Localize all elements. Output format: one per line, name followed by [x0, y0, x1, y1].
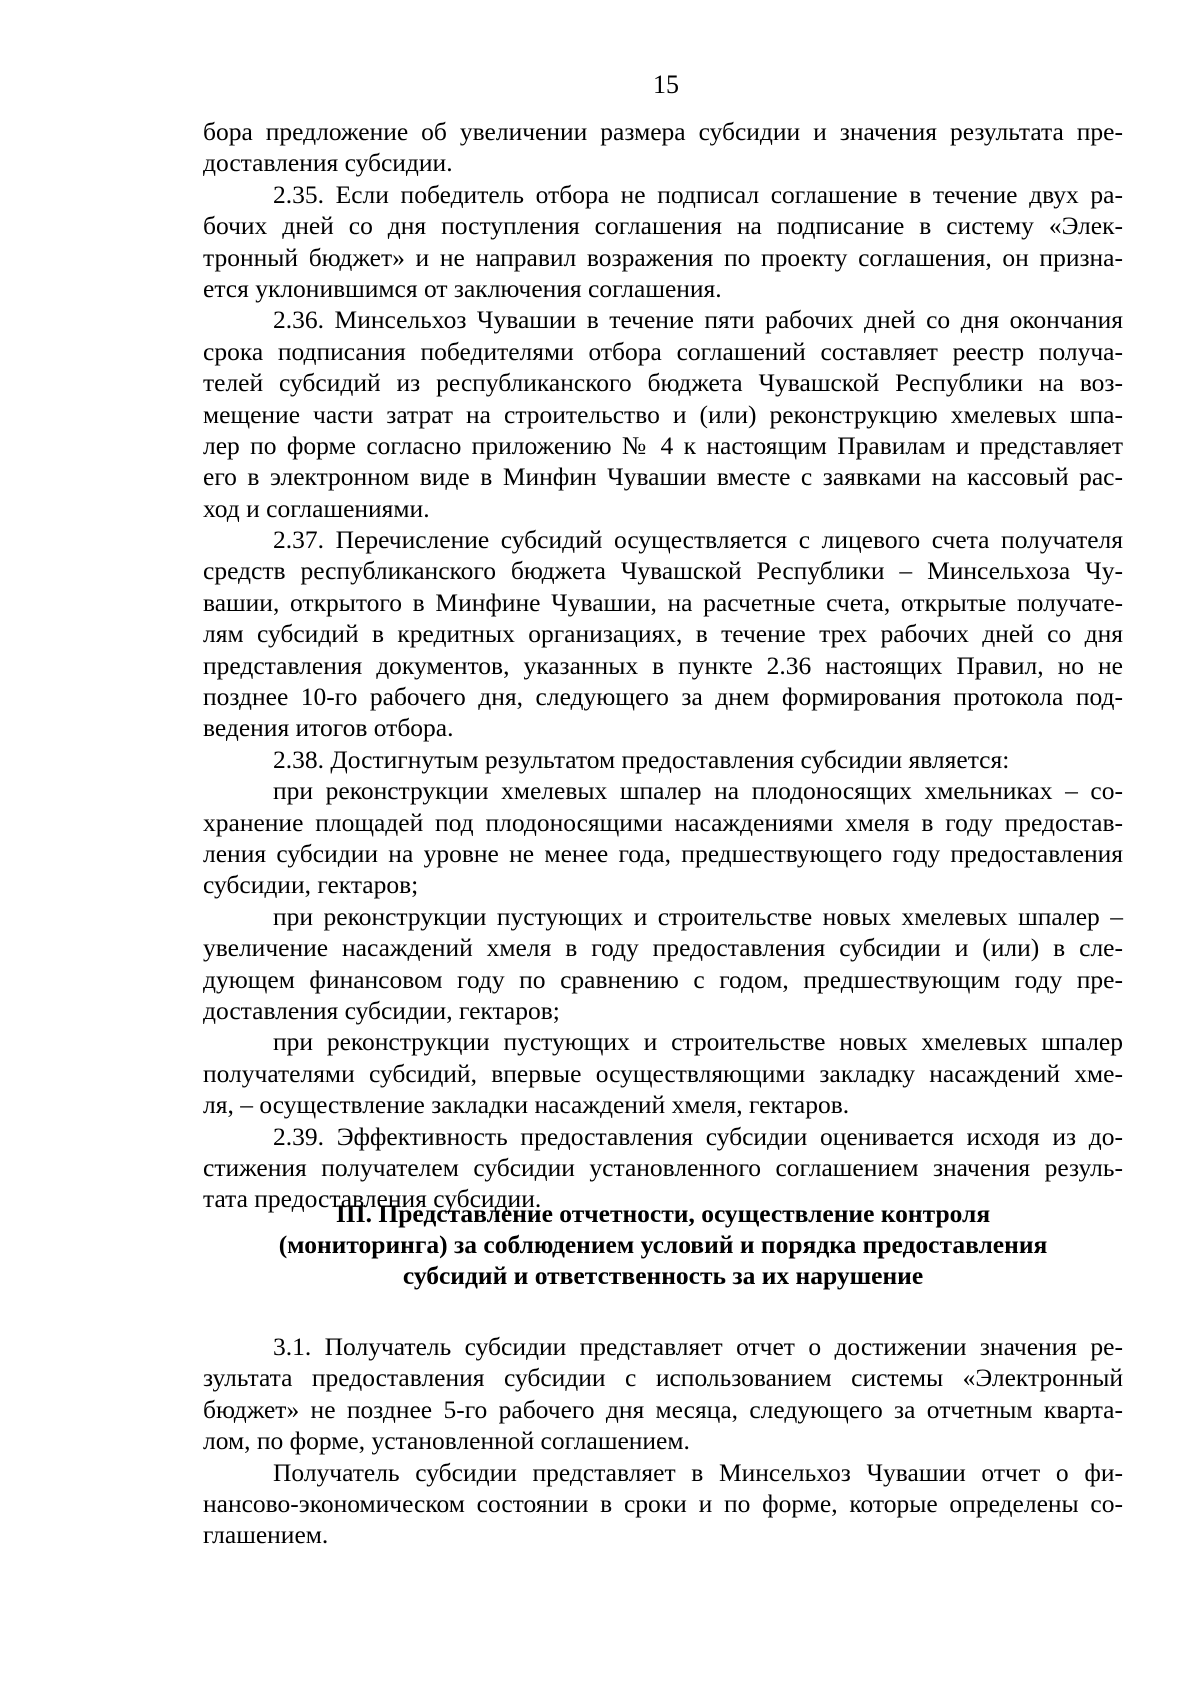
text-line: 3.1. Получатель субсидии представляет отчет о достижении значения ре- [273, 1332, 1123, 1361]
text-line: субсидии, гектаров; [203, 870, 419, 900]
text-line: глашением. [203, 1520, 329, 1550]
text-line: при реконструкции хмелевых шпалер на плодоносящих хмельниках – со- [273, 776, 1123, 806]
text-line: доставления субсидии, гектаров; [203, 995, 560, 1025]
text-line: лом, по форме, установленной соглашением. [203, 1426, 690, 1456]
section-heading-line: субсидий и ответственность за их нарушение [402, 1261, 924, 1290]
section-heading-line: III. Представление отчетности, осуществление контроля [335, 1199, 991, 1228]
text-line: 2.38. Достигнутым результатом предоставления субсидии является: [273, 744, 1010, 774]
text-line: увеличение насаждений хмеля в году предоставления субсидии и (или) в сле- [203, 933, 1123, 963]
text-line: получателями субсидий, впервые осуществляющими закладку насаждений хме- [203, 1058, 1123, 1088]
text-line: дующем финансовом году по сравнению с годом, предшествующим году пре- [203, 964, 1123, 994]
section-heading [203, 1198, 1123, 1291]
text-line: стижения получателем субсидии установленного соглашением значения резуль- [203, 1152, 1123, 1182]
text-line: бора предложение об увеличении размера субсидии и значения результата пре- [203, 117, 1123, 146]
text-line: ления субсидии на уровне не менее года, предшествующего году предоставления [203, 838, 1123, 868]
text-line: ля, – осуществление закладки насаждений хмеля, гектаров. [203, 1090, 850, 1120]
text-line: позднее 10-го рабочего дня, следующего за днем формирования протокола под- [203, 682, 1123, 712]
text-line: лям субсидий в кредитных организациях, в течение трех рабочих дней со дня [203, 619, 1123, 649]
text-line: доставления субсидии. [203, 148, 453, 178]
text-line: бочих дней со дня поступления соглашения на подписание в систему «Элек- [203, 211, 1123, 241]
text-line: при реконструкции пустующих и строительстве новых хмелевых шпалер [273, 1027, 1123, 1057]
text-line: ется уклонившимся от заключения соглашения. [203, 273, 722, 303]
text-line: зультата предоставления субсидии с использованием системы «Электронный [203, 1363, 1123, 1393]
text-line: телей субсидий из республиканского бюджета Чувашской Республики на воз- [203, 368, 1123, 398]
text-line: средств республиканского бюджета Чувашской Республики – Минсельхоза Чу- [203, 556, 1123, 586]
page-number: 15 [653, 70, 679, 99]
section-heading-line: (мониторинга) за соблюдением условий и порядка предоставления [278, 1230, 1048, 1259]
text-line: 2.35. Если победитель отбора не подписал соглашение в течение двух ра- [273, 179, 1123, 209]
text-line: представления документов, указанных в пункте 2.36 настоящих Правил, но не [203, 650, 1123, 680]
text-line: ход и соглашениями. [203, 493, 430, 523]
text-line: вашии, открытого в Минфине Чувашии, на расчетные счета, открытые получате- [203, 587, 1123, 617]
body-text-top [203, 116, 1123, 1215]
text-line: ведения итогов отбора. [203, 713, 454, 743]
text-line: тата предоставления субсидии. [203, 1184, 542, 1214]
text-line: срока подписания победителями отбора соглашений составляет реестр получа- [203, 336, 1123, 366]
text-line: Получатель субсидии представляет в Минсельхоз Чувашии отчет о фи- [273, 1457, 1123, 1487]
text-line: мещение части затрат на строительство и (или) реконструкцию хмелевых шпа- [203, 399, 1123, 429]
text-line: бюджет» не позднее 5-го рабочего дня месяца, следующего за отчетным кварта- [203, 1394, 1123, 1424]
text-line: тронный бюджет» и не направил возражения по проекту соглашения, он призна- [203, 242, 1123, 272]
text-line: 2.37. Перечисление субсидий осуществляется с лицевого счета получателя [273, 525, 1123, 555]
body-text-bottom [203, 1331, 1123, 1551]
text-line: хранение площадей под плодоносящими насаждениями хмеля в году предостав- [203, 807, 1123, 837]
text-line: его в электронном виде в Минфин Чувашии вместе с заявками на кассовый рас- [203, 462, 1123, 492]
text-line: 2.39. Эффективность предоставления субсидии оценивается исходя из до- [273, 1121, 1123, 1151]
text-line: при реконструкции пустующих и строительстве новых хмелевых шпалер – [273, 901, 1123, 931]
text-line: 2.36. Минсельхоз Чувашии в течение пяти рабочих дней со дня окончания [273, 305, 1123, 335]
text-line: нансово-экономическом состоянии в сроки и по форме, которые определены со- [203, 1488, 1123, 1518]
text-line: лер по форме согласно приложению № 4 к настоящим Правилам и представляет [203, 430, 1123, 460]
